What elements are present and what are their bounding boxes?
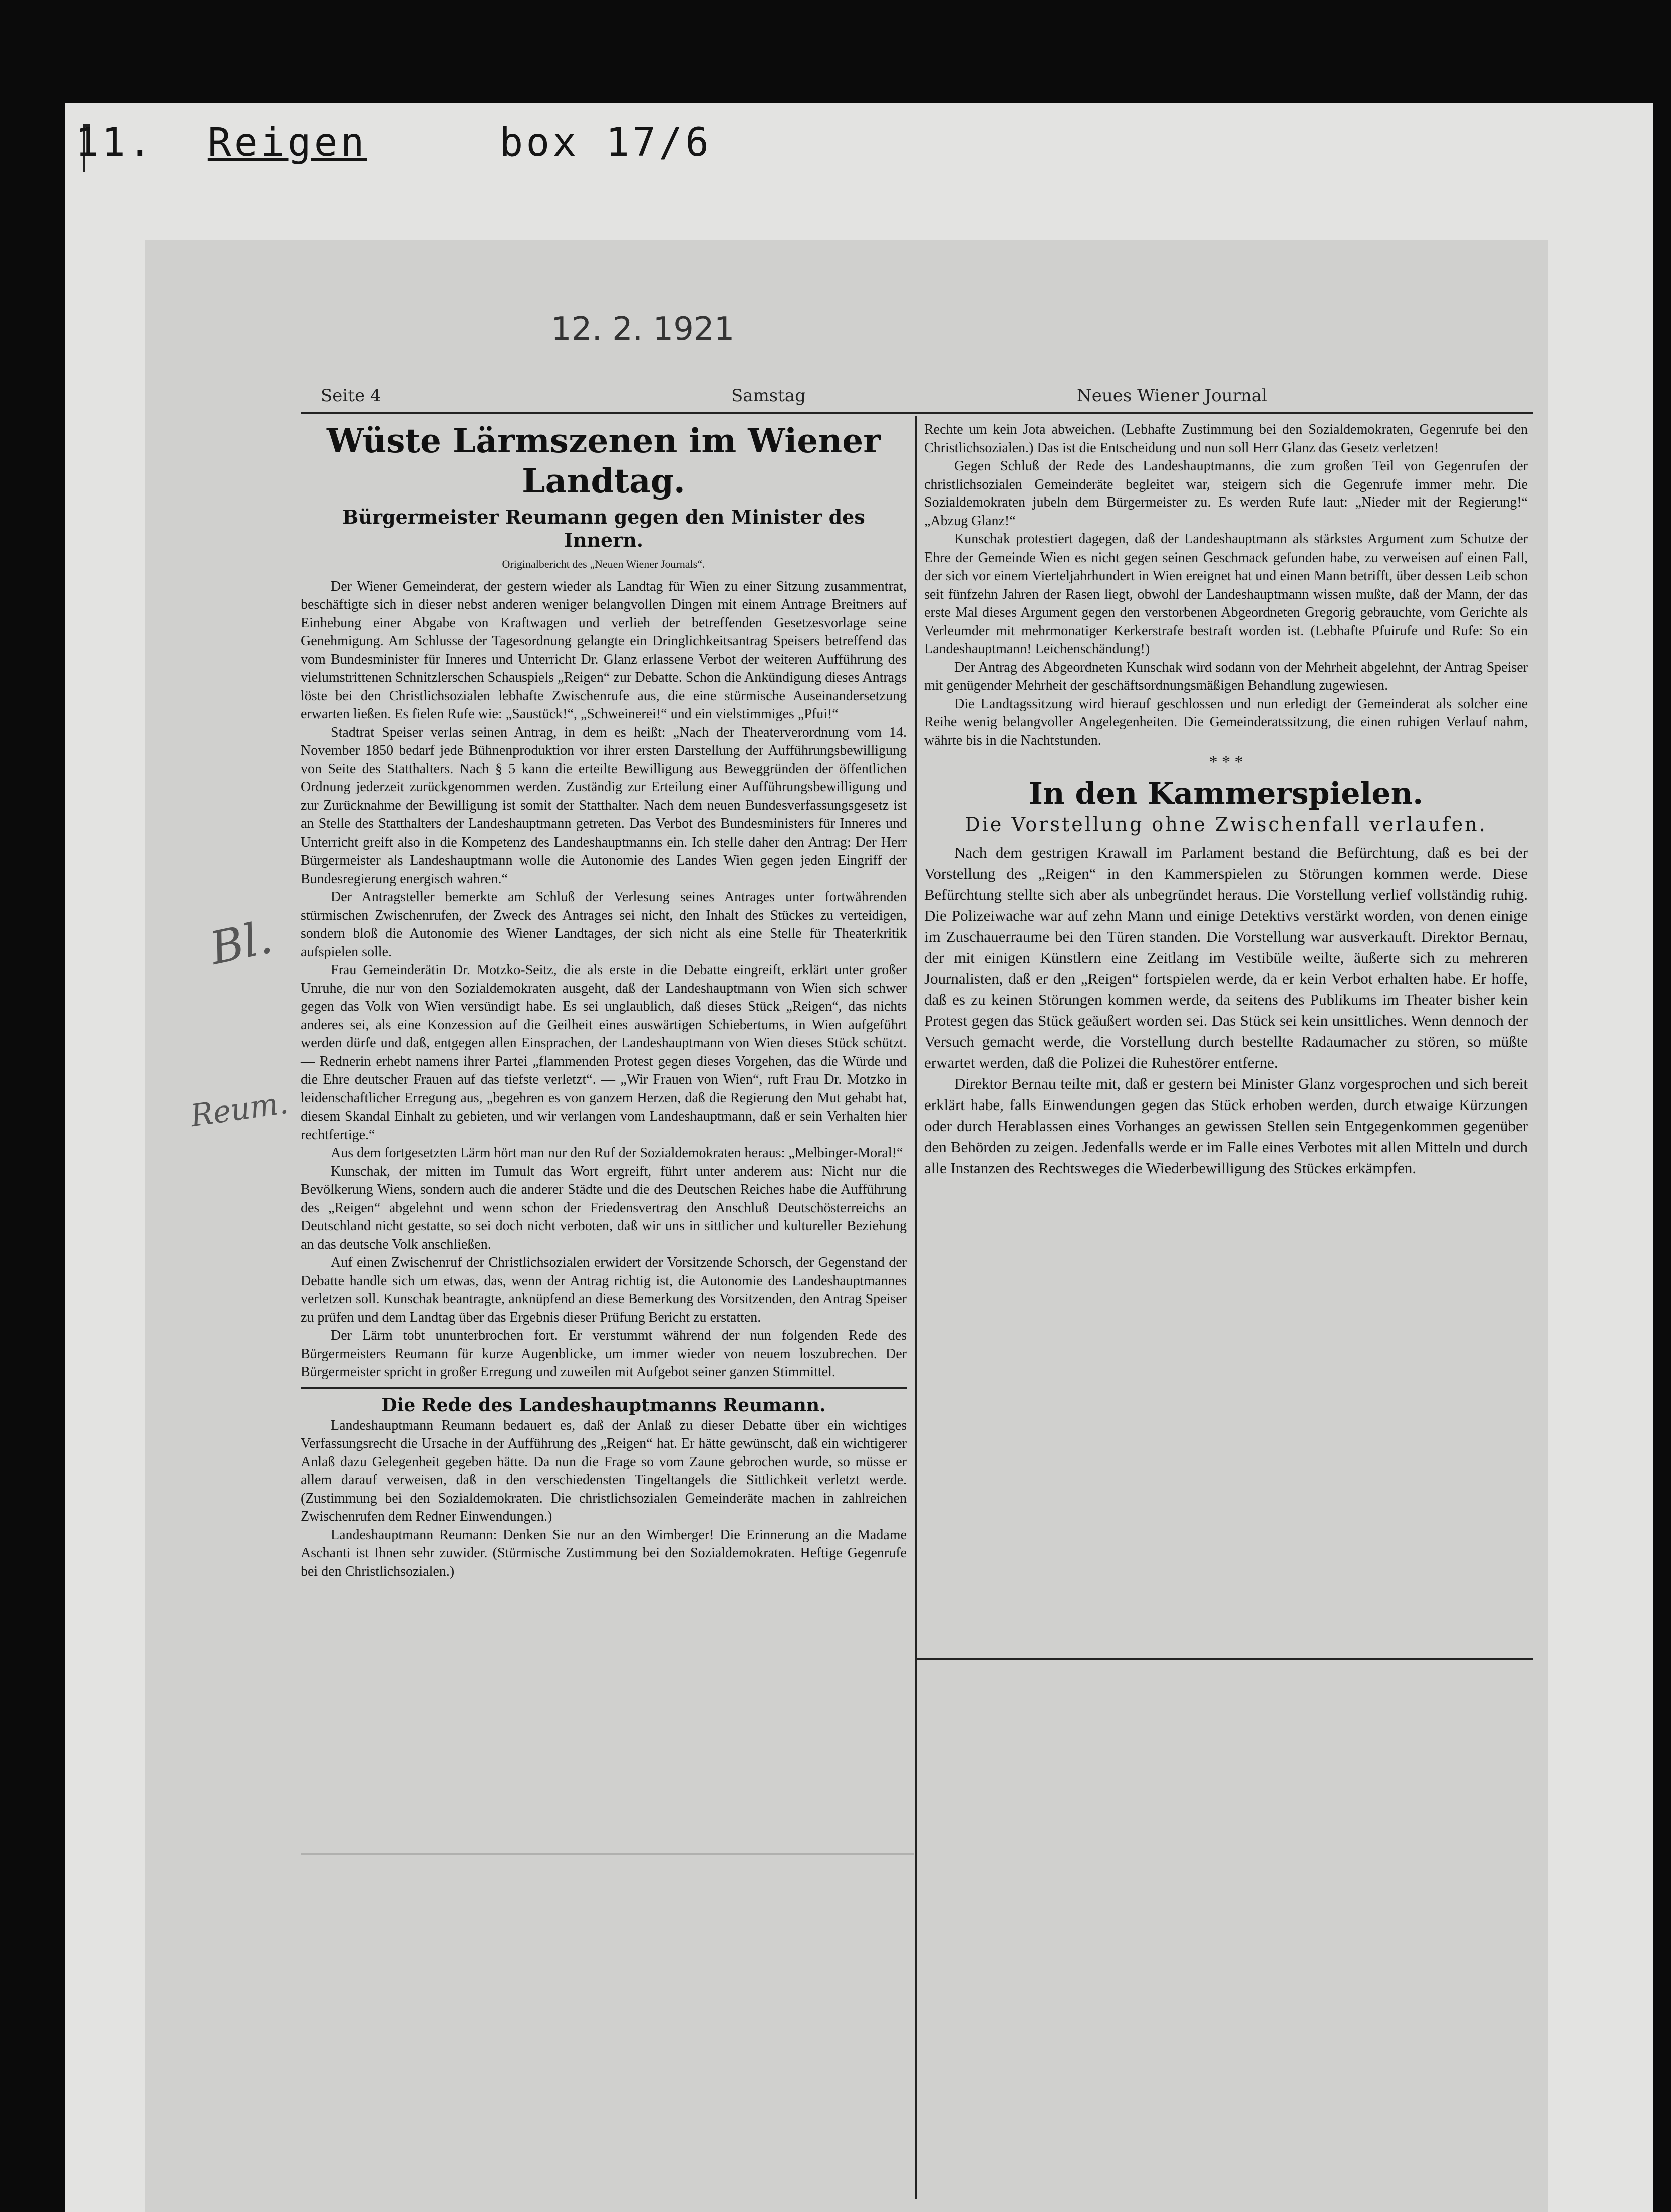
section-paragraph: Landeshauptmann Reumann bedauert es, daß der Anlaß zu dieser Debatte über ein wichtiges Verfassungsrecht die Ursache in der Aufführung des „Reigen“ hat. Er hätte gewünscht, daß ein wichtigerer Anlaß dazu Gelegenheit gegeben hätte. Da nun die Frage so vom Zaune gebrochen wurde, so müsse er allem darauf verweisen, daß in den verschiedensten Tingeltangels die Sittlichkeit verletzt werde. (Zustimmung bei den Sozialdemokraten. Die christlichsozialen Gemeinderäte machen in zahlreichen Zwischenrufen dem Redner Einwendungen.) bbox=[301, 1417, 907, 1524]
article1-subhead: Bürgermeister Reumann gegen den Minister des Innern. bbox=[342, 506, 865, 551]
article1-paragraph: Der Wiener Gemeinderat, der gestern wieder als Landtag für Wien zu einer Sitzung zusammentrat, beschäftigte sich in dieser nebst anderen weniger belangvollen Dingen mit einem Antrage Breitners auf Einhebung einer Abgabe von Kraftwagen und verlieh der betreffenden Gesetzesvorlage seine Genehmigung. Am Schlusse der Tagesordnung gelangte ein Dringlichkeitsantrag Speisers betreffend das vom Bundesminister für Inneres und Unterricht Dr. Glanz erlassene Verbot der weiteren Aufführung des vielumstrittenen Schnitzlerschen Schauspiels „Reigen“ zur Debatte. Schon die Ankündigung dieses Antrags löste bei den Christlichsozialen lebhafte Zwischenrufe aus, die eine stürmische Auseinandersetzung erwarten ließen. Es fielen Rufe wie: „Saustück!“, „Schweinerei!“ und ein vielstimmiges „Pfui!“ bbox=[301, 578, 907, 722]
column-rule bbox=[915, 416, 917, 2199]
header-rule bbox=[301, 412, 1533, 414]
continued-paragraph: Gegen Schluß der Rede des Landeshauptmanns, die zum großen Teil von Gegenrufen der christlichsozialen Gemeinderäte begleitet war, steigern sich die Gegenrufe immer mehr. Die Sozialdemokraten jubeln dem Bürgermeister zu. Es werden Rufe laut: „Nieder mit der Regierung!“ „Abzug Glanz!“ bbox=[924, 458, 1528, 529]
article2-paragraph: Nach dem gestrigen Krawall im Parlament bestand die Befürchtung, daß es bei der Vorstellung des „Reigen“ in den Kammerspielen zu Störungen kommen werde. Diese Befürchtung stellte sich aber als unbegründet heraus. Die Vorstellung verlief vollständig ruhig. Die Polizeiwache war auf zehn Mann und einige Detektivs verstärkt worden, von denen einige im Zuschauerraume bei den Türen standen. Die Vorstellung war ausverkauft. Direktor Bernau, der mit einigen Künstlern eine Zeitlang im Vestibüle weilte, äußerte sich zu mehreren Journalisten, daß er den „Reigen“ fortspielen werde, da er kein Verbot erhalten habe. Er hoffe, daß es zu keinen Störungen kommen werde, da seitens des Publikums im Theater bisher kein Protest gegen das Stück geäußert worden sei. Das Stück sei kein unsittliches. Wenn dennoch der Versuch gemacht werde, die Vorstellung durch bestellte Radaumacher zu stören, so müßte erwartet werden, daß die Polizei die Ruhestörer entferne. bbox=[924, 844, 1528, 1071]
continued-paragraph: Der Antrag des Abgeordneten Kunschak wird sodann von der Mehrheit abgelehnt, der Antrag Speiser mit genügender Mehrheit der geschäftsordnungsmäßigen Behandlung zugewiesen. bbox=[924, 659, 1528, 693]
article2-subhead: Die Vorstellung ohne Zwischenfall verlaufen. bbox=[965, 813, 1487, 836]
archive-number: 11. bbox=[75, 120, 155, 165]
article1-byline: Originalbericht des „Neuen Wiener Journals“. bbox=[502, 558, 705, 570]
continued-paragraph: Die Landtagssitzung wird hierauf geschlossen und nun erledigt der Gemeinderat als solcher eine Reihe wenig belangvoller Angelegenheiten. Die Gemeinderatssitzung, die einen ruhigen Verlauf nahm, währte bis in die Nachtstunden. bbox=[924, 696, 1528, 748]
continued-paragraph: Kunschak protestiert dagegen, daß der Landeshauptmann als stärkstes Argument zum Schutze der Ehre der Gemeinde Wien es nicht gegen seinen Geschmack gefunden habe, zu verweisen auf einen Fall, der sich vor einem Vierteljahrhundert in Wien ereignet hat und einen Mann betrifft, über dessen Leib schon seit fünfzehn Jahren der Rasen liegt, obwohl der Landeshauptmann wissen mußte, daß der Mann, der das erste Mal dieses Argument gegen den verstorbenen Abgeordneten Gregorig gebrauchte, vom Gerichte als Verleumder mit mehrmonatiger Kerkerstrafe bestraft worden ist. (Lebhafte Pfuirufe und Rufe: So ein Landeshauptmann! Leichenschändung!) bbox=[924, 531, 1528, 657]
article1-paragraph: Stadtrat Speiser verlas seinen Antrag, in dem es heißt: „Nach der Theaterverordnung vom 14. November 1850 bedarf jede Bühnenproduktion vor ihrer ersten Darstellung der Aufführungsbewilligung von Seite des Statthalters. Nach § 5 kann die erteilte Bewilligung aus Beweggründen der öffentlichen Ordnung jederzeit zurückgenommen werden. Zuständig zur Erteilung einer Aufführungsbewilligung und zur Zurücknahme der Bewilligung ist somit der Statthalter. Nach dem neuen Bundesverfassungsgesetz ist an Stelle des Statthalters der Landeshauptmann getreten. Das Verbot des Bundesministers für Inneres und Unterricht greift also in die Kompetenz des Landeshauptmanns ein. Ich stelle daher den Antrag: Der Herr Bürgermeister als Landeshauptmann wolle die Autonomie des Landes Wien gegen jeden Eingriff der Bundesregierung energisch wahren.“ bbox=[301, 724, 907, 887]
article1-paragraph: Der Antragsteller bemerkte am Schluß der Verlesung seines Antrages unter fortwährenden stürmischen Zwischenrufen, der Zweck des Antrages sei nicht, den Inhalt des Stückes zu verteidigen, sondern bloß die Autonomie des Wiener Landtages, der sich nicht als eine Stelle für Theaterkritik aufspielen solle. bbox=[301, 889, 907, 960]
archive-box: box 17/6 bbox=[499, 120, 712, 165]
right-column bbox=[924, 421, 1528, 1179]
article1-paragraph: Frau Gemeinderätin Dr. Motzko-Seitz, die als erste in die Debatte eingreift, erklärt unter großer Unruhe, die nur von den Sozialdemokraten ausgeht, daß der Landeshauptmann von Wien sich schwer gegen das Volk von Wien versündigt habe. Es sei unglaublich, daß dieses Stück „Reigen“, das nichts anderes sei, als eine Konzession auf die Geilheit eines auswärtigen Schiebertums, in Wien aufgeführt werden dürfe und daß, entgegen allen Einsprachen, der Landeshauptmann von Wien dieses Stück schützt. — Rednerin erhebt namens ihrer Partei „flammenden Protest gegen dieses Vorgehen, das die Würde und die Ehre deutscher Frauen auf das tiefste verletzt“. — „Wir Frauen von Wien“, ruft Frau Dr. Motzko in leidenschaftlicher Erregung aus, „begehren es von ganzem Herzen, daß die Regierung den Mut gehabt hat, diesem Skandal Einhalt zu gebieten, und wir verlangen vom Landeshauptmann, daß er sein Verhalten hier rechtfertige.“ bbox=[301, 962, 907, 1143]
date-stamp: 12. 2. 1921 bbox=[551, 311, 735, 348]
section-divider bbox=[301, 1387, 907, 1389]
article2-paragraph: Direktor Bernau teilte mit, daß er gestern bei Minister Glanz vorgesprochen und sich bereit erklärt habe, falls Einwendungen gegen das Stück erhoben werden, durch etwaige Kürzungen oder durch Herablassen eines Vorhanges an gewissen Stellen sein Entgegenkommen gegenüber den Behörden zu zeigen. Jedenfalls werde er im Falle eines Verbotes mit allen Mitteln und durch alle Instanzen des Rechtsweges die Wiederbewilligung des Stückes erkämpfen. bbox=[924, 1075, 1528, 1177]
section-paragraph: Landeshauptmann Reumann: Denken Sie nur an den Wimberger! Die Erinnerung an die Madame Aschanti ist Ihnen sehr zuwider. (Stürmische Zustimmung bei den Sozialdemokraten. Heftige Gegenrufe bei den Christlichsozialen.) bbox=[301, 1527, 907, 1579]
article1-headline: Wüste Lärmszenen im Wiener Landtag. bbox=[326, 421, 881, 500]
article1-paragraph: Auf einen Zwischenruf der Christlichsozialen erwidert der Vorsitzende Schorsch, der Gegenstand der Debatte handle sich um etwas, das, wenn der Antrag richtig ist, die Autonomie des Landeshauptmannes verletzen soll. Kunschak beantragte, anknüpfend an diese Bemerkung des Vorsitzenden, den Antrag Speiser zu prüfen und dem Landtag über das Ergebnis dieser Prüfung Bericht zu erstatten. bbox=[301, 1255, 907, 1325]
article1-paragraph: Der Lärm tobt ununterbrochen fort. Er verstummt während der nun folgenden Rede des Bürgermeisters Reumann für kurze Augenblicke, um immer wieder von neuem loszubrechen. Der Bürgermeister spricht in großer Erregung und zuweilen mit Aufgebot seiner ganzen Stimmittel. bbox=[301, 1328, 907, 1380]
archive-label bbox=[75, 120, 712, 165]
left-column bbox=[301, 421, 907, 1581]
fold-crease bbox=[301, 1853, 914, 1855]
section-heading: Die Rede des Landeshauptmanns Reumann. bbox=[381, 1394, 826, 1416]
article2-headline: In den Kammerspielen. bbox=[1028, 776, 1424, 811]
running-head-paper: Neues Wiener Journal bbox=[1077, 386, 1267, 406]
running-head-day: Samstag bbox=[731, 386, 806, 406]
margin-note-2: Reum. bbox=[188, 1085, 291, 1134]
article1-paragraph: Aus dem fortgesetzten Lärm hört man nur den Ruf der Sozialdemokraten heraus: „Melbinger-Moral!“ bbox=[331, 1145, 903, 1161]
article2-end-rule bbox=[917, 1658, 1533, 1660]
star-separator: * * * bbox=[1209, 753, 1243, 771]
margin-note-1: Bl. bbox=[205, 911, 277, 975]
running-head-page: Seite 4 bbox=[321, 386, 381, 406]
continued-paragraph: Rechte um kein Jota abweichen. (Lebhafte Zustimmung bei den Sozialdemokraten, Gegenrufe bei den Christlichsozialen.) Das ist die Entscheidung und nun soll Herr Glanz das Gesetz verletzen! bbox=[924, 422, 1528, 456]
archive-title: Reigen bbox=[207, 120, 367, 165]
article1-paragraph: Kunschak, der mitten im Tumult das Wort ergreift, führt unter anderem aus: Nicht nur die Bevölkerung Wiens, sondern auch die anderer Städte und die des Deutschen Reiches habe die Aufführung des „Reigen“ abgelehnt und wenn schon der Friedensvertrag den Anschluß Deutschösterreichs an Deutschland nicht gestatte, so sei doch nicht verboten, daß wir uns in sittlicher und kultureller Beziehung an das deutsche Volk anschließen. bbox=[301, 1163, 907, 1252]
